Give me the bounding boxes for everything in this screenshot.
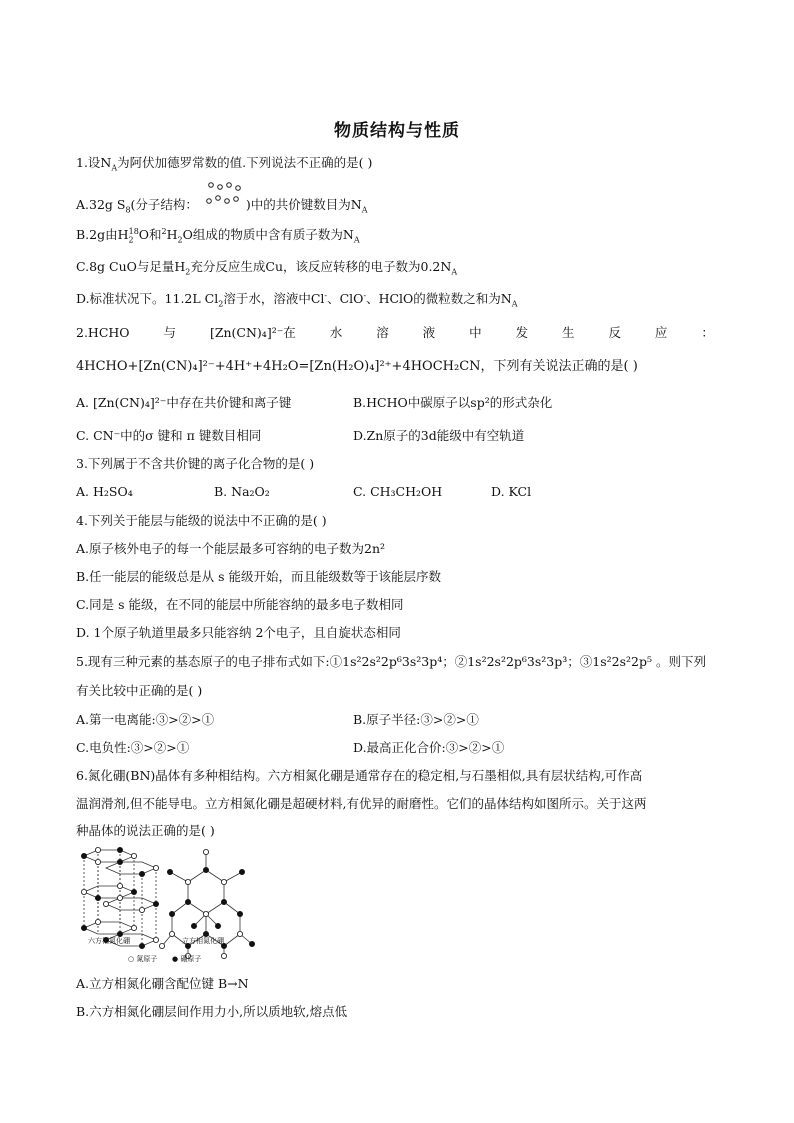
q1-b-sub1: 2 [128, 235, 134, 245]
q2-word: 溶 [376, 325, 389, 340]
q3-option-b: B. Na₂O₂ [214, 484, 270, 499]
q1-stem-c: 为阿伏加德罗常数的值.下列说法不正确的是( ) [117, 155, 373, 170]
hexagonal-bn-structure [81, 847, 158, 948]
q4-option-d: D. 1个原子轨道里最多只能容纳 2个电子，且自旋状态相同 [76, 625, 401, 640]
q1-b-2: O和 [138, 227, 162, 242]
q1-stem [76, 154, 372, 172]
q3-stem: 3.下列属于不含共价键的离子化合物的是( ) [76, 456, 315, 471]
q1-stem-sub: A [111, 163, 118, 173]
q5-stem-line1: 5.现有三种元素的基态原子的电子排布式如下:①1s²2s²2p⁶3s²3p⁴；②1s²2s²2p⁶3s²3p³；③1s²2s²2p⁵ 。则下列 [76, 654, 706, 669]
q3-option-d: D. KCl [491, 484, 532, 499]
q1-d-1: D.标准状况下。11.2L Cl [76, 291, 219, 306]
q2-word: 反 [608, 325, 621, 340]
q1-c-1: C.8g CuO与足量H [76, 259, 186, 274]
q1-b-na-sub: A [353, 235, 360, 245]
q2-equation-line [76, 358, 638, 376]
q2-equation-tail: ，下列有关说法正确的是( ) [480, 359, 638, 374]
q4-option-b: B.任一能层的能级总是从 s 能级开始，而且能级数等于该能层序数 [76, 569, 442, 584]
page-title: 物质结构与性质 [334, 121, 460, 141]
fig-caption-hexagonal: 六方相氮化硼 [88, 937, 130, 945]
q1-b-sup2: 2 [161, 226, 167, 236]
q1-a-mid: (分子结构： [130, 197, 198, 212]
q5-option-a: A.第一电离能:③>②>① [76, 712, 215, 727]
q2-stem-line1 [76, 324, 714, 342]
q1-stem-a: 1.设N [76, 155, 112, 170]
q1-c-2: 充分反应生成Cu，该反应转移的电子数为0.2N [190, 259, 452, 274]
q1-d-2: 溶于水，溶液中Cl [223, 291, 325, 306]
s8-molecule-figure [203, 180, 243, 208]
q2-word: 生 [562, 325, 575, 340]
fig-caption-cubic: 立方相氮化硼 [182, 937, 224, 945]
q4-stem: 4.下列关于能层与能级的说法中不正确的是( ) [76, 513, 327, 528]
q4-option-a: A.原子核外电子的每一个能层最多可容纳的电子数为2n² [76, 541, 386, 556]
q6-option-b: B.六方相氮化硼层间作用力小,所以质地软,熔点低 [76, 1004, 348, 1019]
q2-word: [Zn(CN)₄]²⁻在 [209, 325, 296, 340]
q3-option-a: A. H₂SO₄ [76, 484, 133, 499]
q5-option-c: C.电负性:③>②>① [76, 740, 190, 755]
q1-option-b [76, 226, 360, 244]
q2-option-c: C. CN⁻中的σ 键和 π 键数目相同 [76, 428, 262, 443]
q1-b-sup1: 18 [128, 226, 139, 236]
q6-stem-line2: 温润滑剂,但不能导电。立方相氮化硼是超硬材料,有优异的耐磨性。它们的晶体结构如图所示。关于这两 [76, 796, 647, 811]
q1-d-na-sub: A [511, 299, 518, 309]
q2-option-a: A. [Zn(CN)₄]²⁻中存在共价键和离子键 [76, 395, 292, 410]
q2-word: 发 [515, 325, 529, 340]
q2-word: ： [701, 325, 714, 340]
q5-option-d: D.最高正化合价:③>②>① [353, 740, 505, 755]
q6-option-a: A.立方相氮化硼含配位键 B→N [76, 976, 249, 991]
q5-option-b: B.原子半径:③>②>① [353, 712, 479, 727]
fig-legend-nitrogen: ○ 氮原子 [128, 955, 158, 963]
q6-stem-line1: 6.氮化硼(BN)晶体有多种相结构。六方相氮化硼是通常存在的稳定相,与石墨相似,具有层状结构,可作高 [76, 768, 643, 783]
q1-a-post: )中的共价键数目为N [245, 197, 362, 212]
q1-a-na-sub: A [361, 205, 368, 215]
q2-word: 水 [329, 325, 343, 340]
q1-b-sub2: 2 [177, 235, 183, 245]
q2-word: 液 [422, 325, 436, 340]
q2-word: 中 [469, 325, 482, 340]
q1-option-d: D.标准状况下。11.2L $Cl_2$溶于水，溶液中Cl-、ClO-、HClO的微粒数之和为$N_A$ [76, 290, 518, 309]
fig-legend-boron: ● 硼原子 [172, 955, 202, 963]
q2-word: 应 [654, 325, 668, 340]
q1-a-pre: A.32g S [76, 197, 126, 212]
q4-option-c: C.同是 s 能级，在不同的能层中所能容纳的最多电子数相同 [76, 597, 404, 612]
q1-b-1: B.2g由H [76, 227, 129, 242]
q1-a-sub: 8 [125, 205, 131, 215]
q5-stem-line2: 有关比较中正确的是( ) [76, 683, 203, 698]
q1-b-4: O组成的物质中含有质子数为N [182, 227, 354, 242]
q6-stem-line3: 种晶体的说法正确的是( ) [76, 823, 215, 838]
q2-option-b: B.HCHO中碳原子以sp²的形式杂化 [353, 395, 553, 410]
q1-option-c: C.8g CuO与足量$H_2$充分反应生成Cu，该反应转移的电子数为$0.2N_A$ [76, 259, 458, 277]
q2-word: 与 [163, 325, 176, 340]
q3-option-c: C. CH₃CH₂OH [353, 484, 443, 499]
q2-option-d: D.Zn原子的3d能级中有空轨道 [353, 428, 525, 443]
q1-d-4: 、HClO的微粒数之和为N [366, 291, 512, 306]
q2-word: 2.HCHO [76, 325, 130, 340]
q1-b-3: H [166, 227, 178, 242]
q1-c-na-sub: A [451, 267, 458, 277]
q1-d-3: 、ClO [327, 291, 364, 306]
q2-equation: 4HCHO+[Zn(CN)₄]²⁻+4H⁺+4H₂O=[Zn(H₂O)₄]²⁺+4HOCH₂CN [76, 359, 481, 374]
